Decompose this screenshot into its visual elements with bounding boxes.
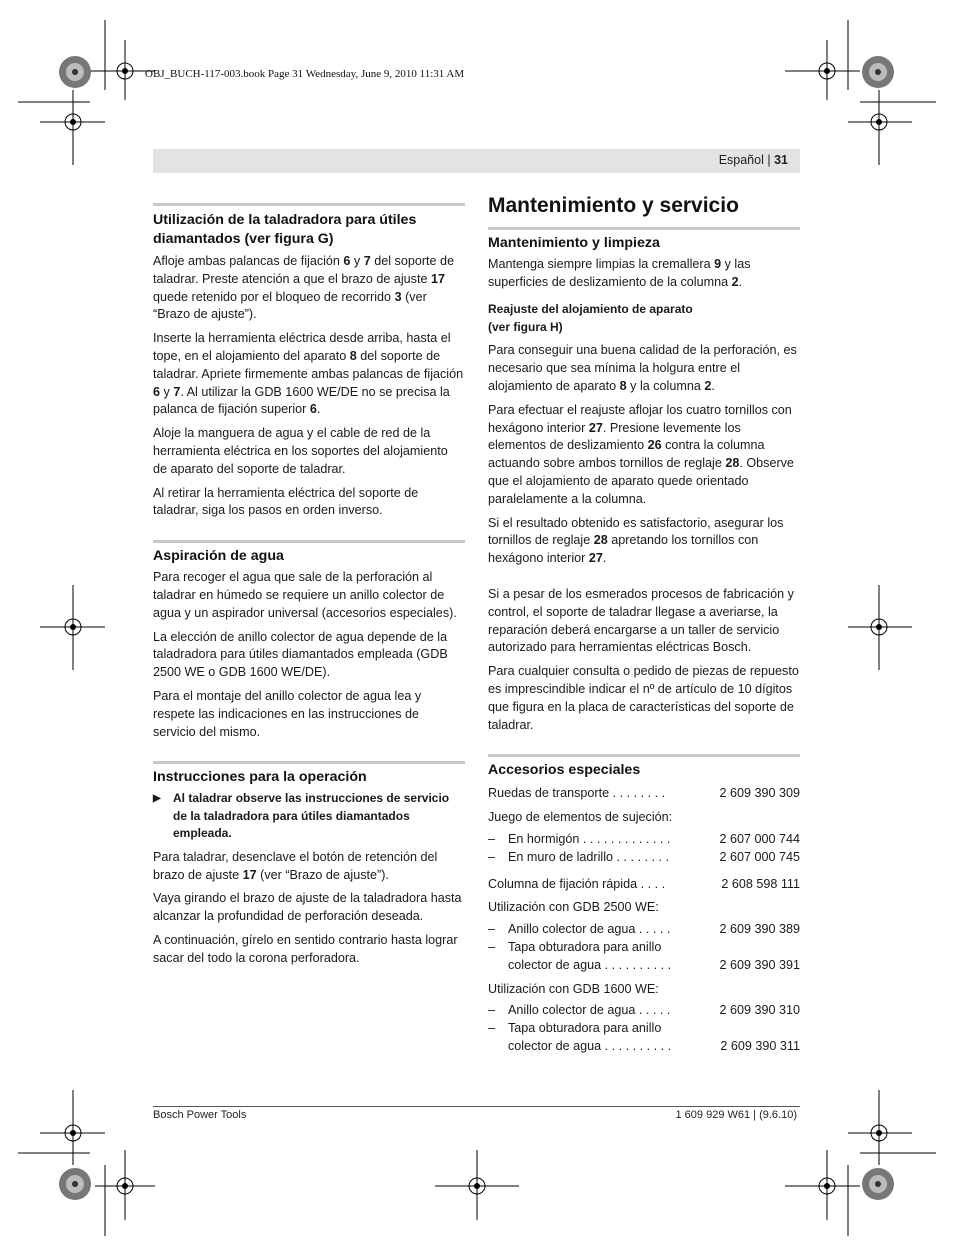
paragraph: Afloje ambas palancas de fijación 6 y 7 del soporte de taladrar. Preste atención a que el brazo de ajuste 17 quede retenido por el bloqueo de recorrido 3 (ver “Brazo de ajuste”). [153, 254, 455, 322]
paragraph: La elección de anillo colector de agua depende de la taladradora para útiles diamantados empleada (GDB 2500 WE o GDB 1600 WE/DE). [153, 629, 448, 680]
accessory-group-label: Utilización con GDB 1600 WE: [488, 981, 659, 996]
paragraph: Para el montaje del anillo colector de agua lea y respete las indicaciones en las instrucciones de servicio del mismo. [153, 688, 422, 739]
accessory-row: – Anillo colector de agua . . . . . 2 609 390 389 [488, 922, 800, 937]
header-page-number: 31 [774, 153, 788, 167]
accessory-group-label: Juego de elementos de sujeción: [488, 810, 673, 825]
warning-bullet: ▶ Al taladrar observe las instrucciones de servicio de la taladradora para útiles diamantados empleada. [153, 790, 465, 843]
paragraph: Mantenga siempre limpias la cremallera 9 y las superficies de deslizamiento de la columna 2. [488, 256, 751, 289]
section-rule [488, 754, 800, 757]
section-title-maintenance: Mantenimiento y limpieza [488, 234, 660, 251]
paragraph: Al retirar la herramienta eléctrica del soporte de taladrar, siga los pasos en orden inverso. [153, 485, 419, 518]
paragraph: Para recoger el agua que sale de la perforación al taladrar en húmedo se requiere un anillo colector de agua y un aspirador universal (accesorios especiales). [153, 570, 457, 620]
print-slug: OBJ_BUCH-117-003.book Page 31 Wednesday, June 9, 2010 11:31 AM [145, 68, 465, 80]
accessory-row: – Anillo colector de agua . . . . . 2 609 390 310 [488, 1003, 800, 1018]
left-column [153, 203, 465, 974]
section-rule [153, 203, 465, 206]
section-rule [153, 540, 465, 543]
paragraph: Para cualquier consulta o pedido de piezas de repuesto es imprescindible indicar el nº de artículo de 10 dígitos que figura en la placa de características del soporte de taladrar. [488, 664, 799, 732]
footer-rule [153, 1106, 800, 1107]
accessory-group-label: Utilización con GDB 2500 WE: [488, 900, 659, 915]
paragraph: Vaya girando el brazo de ajuste de la taladradora hasta alcanzar la profundidad de perforación deseada. [153, 891, 462, 924]
paragraph: Para efectuar el reajuste aflojar los cuatro tornillos con hexágono interior 27. Presione levemente los elementos de deslizamiento 26 contra la columna actuando sobre ambos tornillos de reglaje 28. Observe que el alojamiento de aparato quede orientado paralelamente a la columna. [488, 402, 794, 506]
main-title: Mantenimiento y servicio [488, 194, 739, 217]
footer-doc-number: 1 609 929 W61 | (9.6.10) [675, 1109, 797, 1121]
right-column [488, 194, 800, 1056]
paragraph: Si a pesar de los esmerados procesos de fabricación y control, el soporte de taladrar llegase a averiarse, la reparación deberá encargarse a un taller de servicio autorizado para herramientas eléctricas Bosch. [488, 586, 794, 655]
page-header [719, 153, 788, 167]
triangle-bullet-icon: ▶ [153, 793, 161, 805]
paragraph: Aloje la manguera de agua y el cable de red de la herramienta eléctrica en los soportes del alojamiento de aparato del soporte de taladrar. [153, 426, 448, 476]
footer-brand: Bosch Power Tools [153, 1109, 247, 1121]
paragraph: Para taladrar, desenclave el botón de retención del brazo de ajuste 17 (ver “Brazo de ajuste”). [153, 849, 438, 882]
section-rule [488, 227, 800, 230]
accessory-row: Columna de fijación rápida . . . . 2 608 598 111 [488, 876, 800, 891]
paragraph: A continuación, gírelo en sentido contrario hasta lograr sacar del todo la corona perforadora. [153, 933, 458, 965]
paragraph: Para conseguir una buena calidad de la perforación, es necesario que sea mínima la holgura entre el alojamiento de aparato 8 y la columna 2. [488, 343, 797, 393]
paragraph: Si el resultado obtenido es satisfactorio, asegurar los tornillos de reglaje 28 apretando los tornillos con hexágono interior 27. [488, 515, 784, 566]
accessory-row: – En muro de ladrillo . . . . . . . . 2 607 000 745 [488, 849, 800, 864]
page-header-bar [153, 149, 800, 173]
section-title-accessories: Accesorios especiales [488, 762, 641, 779]
header-language: Español [718, 153, 764, 167]
accessory-row: – Tapa obturadora para anillo colector de agua . . . . . . . . . . 2 609 390 311 [488, 1021, 800, 1053]
header-separator: | [767, 153, 771, 167]
section-title-diamond-drilling: Utilización de la taladradora para útiles diamantados (ver figura G) [153, 212, 417, 247]
subsection-title: Reajuste del alojamiento de aparato (ver figura H) [488, 302, 693, 334]
paragraph: Inserte la herramienta eléctrica desde arriba, hasta el tope, en el alojamiento del aparato 8 del soporte de taladrar. Apriete firmemente ambas palancas de fijación 6 y 7. Al utilizar la GDB 1600 WE/DE no se precisa la palanca de fijación superior 6. [153, 331, 464, 417]
section-title-operating-instructions: Instrucciones para la operación [153, 769, 367, 786]
accessory-row: Ruedas de transporte . . . . . . . . 2 609 390 309 [488, 786, 800, 801]
accessory-row: – En hormigón . . . . . . . . . . . . . 2 607 000 744 [488, 831, 800, 846]
section-title-water-extraction: Aspiración de agua [153, 548, 284, 565]
accessory-row: – Tapa obturadora para anillo colector de agua . . . . . . . . . . 2 609 390 391 [488, 939, 800, 972]
section-rule [153, 761, 465, 764]
